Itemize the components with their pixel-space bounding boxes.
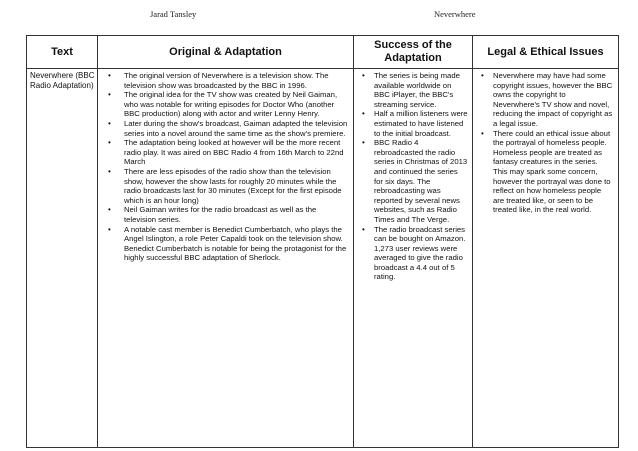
list-item: • The original version of Neverwhere is a television show. The television show was broadcasted by the BBC in 1996. [98, 71, 349, 90]
header-legal-ethical: Legal & Ethical Issues [473, 36, 619, 69]
list-item: • A notable cast member is Benedict Cumberbatch, who plays the Angel Islington, a role Peter Capaldi took on the television show. Benedict Cumberbatch is notable for being the protagonist for the highly successful BBC adaptation of Sherlock. [98, 225, 349, 263]
header-success: Success of the Adaptation [354, 36, 473, 69]
adaptation-table [26, 35, 619, 448]
header-original-adaptation: Original & Adaptation [98, 36, 354, 69]
list-item: • There are less episodes of the radio show than the television show, however the show lasts for roughly 20 minutes while the radio broadcasts last for 30 minutes (Except for the first episode which is an hour long) [98, 167, 349, 205]
table-header-row [27, 36, 619, 69]
original-adaptation-list [98, 71, 353, 263]
list-item: • Neverwhere may have had some copyright issues, however the BBC owns the copyright to Neverwhere's TV show and novel, reducing the impact of copyright as a legal issue. [473, 71, 614, 129]
list-item: • BBC Radio 4 rebroadcasted the radio series in Christmas of 2013 and continued the series for six days. The rebroadcasting was reported by several news websites, such as Radio Times and The Verge. [354, 138, 468, 224]
success-cell [354, 69, 473, 448]
list-item: • Neil Gaiman writes for the radio broadcast as well as the television series. [98, 205, 349, 224]
table-row [27, 69, 619, 448]
list-item: • The radio broadcast series can be bought on Amazon. 1,273 user reviews were averaged to give the radio broadcast a 4.4 out of 5 rating. [354, 225, 468, 283]
list-item: • The series is being made available worldwide on BBC iPlayer, the BBC's streaming service. [354, 71, 468, 109]
legal-ethical-cell [473, 69, 619, 448]
success-list [354, 71, 472, 282]
original-adaptation-cell [98, 69, 354, 448]
list-item: • Half a million listeners were estimated to have listened to the initial broadcast. [354, 109, 468, 138]
legal-ethical-continuation: Homeless people are treated as fantasy creatures in the series. This may spark some concern, however the portrayal was done to reflect on how homeless people are treated like, or seen to be treated like, in the real world. [493, 147, 611, 215]
legal-ethical-list [473, 71, 618, 148]
list-item: • The original idea for the TV show was created by Neil Gaiman, who was notable for writing episodes for Doctor Who (another BBC production) along with actor and writer Lenny Henry. [98, 90, 349, 119]
list-item: • The adaptation being looked at however will be the more recent radio play. It was aired on BBC Radio 4 from 16th March to 22nd March [98, 138, 349, 167]
header-title: Neverwhere [434, 9, 476, 19]
header-text: Text [27, 36, 98, 69]
list-item: • Later during the show's broadcast, Gaiman adapted the television series into a novel around the same time as the show's premiere. [98, 119, 349, 138]
header-author: Jarad Tansley [150, 9, 197, 19]
list-item: • There could an ethical issue about the portrayal of homeless people. [473, 129, 614, 148]
text-cell: Neverwhere (BBC Radio Adaptation) [27, 69, 98, 448]
